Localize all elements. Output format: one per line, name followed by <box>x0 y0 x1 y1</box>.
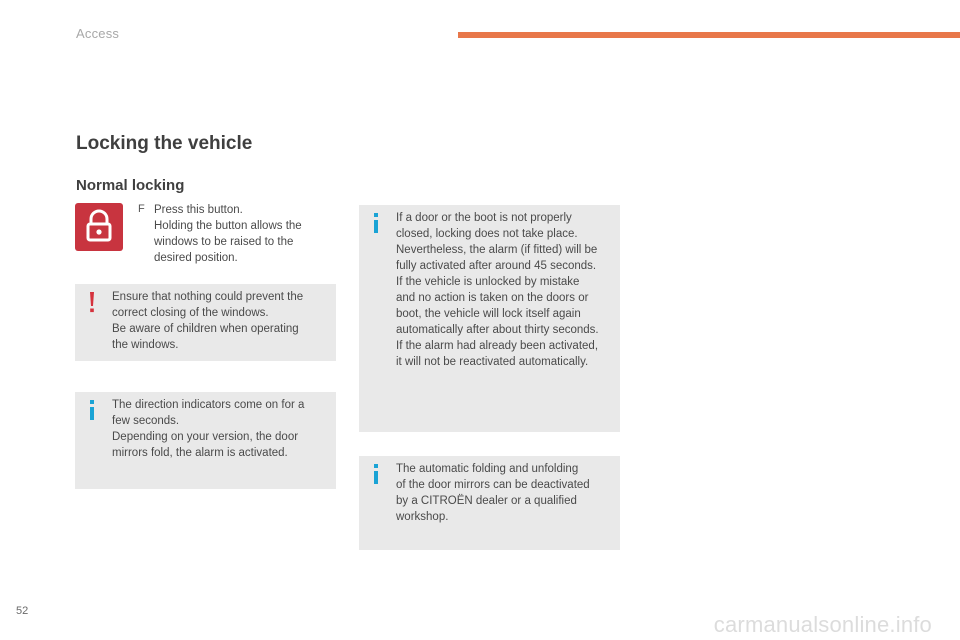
info-text <box>396 461 590 525</box>
info-line: If the alarm had already been activated, <box>396 340 599 352</box>
info-icon <box>85 398 99 422</box>
info-line: If a door or the boot is not properly <box>396 212 572 224</box>
info-line: few seconds. <box>112 415 180 427</box>
header-section-title: Access <box>76 26 120 41</box>
step-line: desired position. <box>154 252 238 264</box>
info-icon <box>369 462 383 486</box>
info-line: automatically after about thirty seconds. <box>396 324 599 336</box>
warning-box <box>75 284 336 361</box>
step-line: Holding the button allows the <box>154 220 302 232</box>
info-box-locking-alarm <box>359 205 620 432</box>
section-title: Normal locking <box>76 177 185 194</box>
step-bullet: F <box>138 203 145 215</box>
lock-icon <box>75 203 123 251</box>
warning-line: Ensure that nothing could prevent the <box>112 291 304 303</box>
info-icon <box>369 211 383 235</box>
warning-line: Be aware of children when operating <box>112 323 299 335</box>
info-line: The automatic folding and unfolding <box>396 463 579 475</box>
info-line: The direction indicators come on for a <box>112 399 305 411</box>
info-line: and no action is taken on the doors or <box>396 292 589 304</box>
step-line: windows to be raised to the <box>154 236 294 248</box>
info-line: Depending on your version, the door <box>112 431 299 443</box>
info-line: by a CITROËN dealer or a qualified <box>396 495 577 507</box>
info-line: Nevertheless, the alarm (if fitted) will be <box>396 244 598 256</box>
info-line: boot, the vehicle will lock itself again <box>396 308 581 320</box>
step-line: Press this button. <box>154 204 243 216</box>
watermark: carmanualsonline.info <box>713 612 932 637</box>
info-line: mirrors fold, the alarm is activated. <box>112 447 288 459</box>
info-line: If the vehicle is unlocked by mistake <box>396 276 580 288</box>
info-box-direction-indicators <box>75 392 336 489</box>
info-text <box>112 397 304 461</box>
step-text <box>154 202 302 266</box>
info-line: closed, locking does not take place. <box>396 228 578 240</box>
lock-button-illustration <box>75 203 123 251</box>
info-line: of the door mirrors can be deactivated <box>396 479 590 491</box>
info-box-mirror-folding <box>359 456 620 550</box>
page-number: 52 <box>16 605 29 617</box>
header-accent-bar <box>458 32 960 38</box>
exclamation-icon <box>85 290 99 314</box>
info-line: it will not be reactivated automatically. <box>396 356 589 368</box>
info-text <box>396 210 599 370</box>
info-line: workshop. <box>396 511 449 523</box>
warning-text <box>112 289 303 353</box>
warning-line: the windows. <box>112 339 179 351</box>
page-title: Locking the vehicle <box>76 133 253 154</box>
info-line: fully activated after around 45 seconds. <box>396 260 597 272</box>
warning-line: correct closing of the windows. <box>112 307 269 319</box>
